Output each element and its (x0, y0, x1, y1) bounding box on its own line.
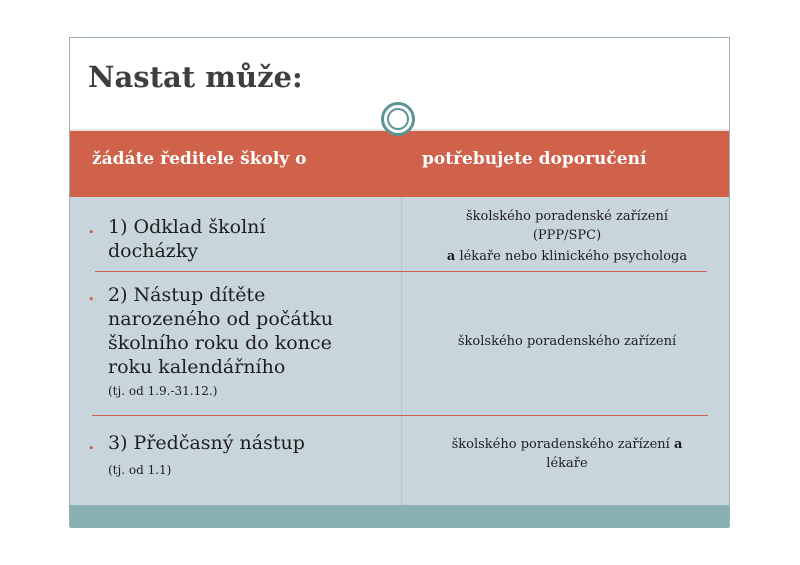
row3-right-line2: lékaře (546, 456, 588, 471)
header-band (70, 129, 729, 197)
row3-right-text: školského poradenského zařízení (451, 437, 674, 452)
row1-right-line1: školského poradenské zařízení (465, 209, 669, 224)
divider-circle-icon (381, 102, 415, 136)
row3-left-note: (tj. od 1.1) (108, 463, 172, 477)
row1-right-line3 (402, 247, 732, 266)
row2-left-line2: narozeného od počátku (108, 308, 334, 330)
content-area (70, 197, 729, 505)
row1-right-line2: (PPP/SPC) (532, 228, 602, 243)
row2-left-line1: 2) Nástup dítěte (108, 284, 266, 306)
bottom-band (70, 505, 729, 528)
header-left: žádáte ředitele školy o (92, 149, 307, 169)
row-divider-2 (92, 415, 708, 416)
row3-left-line1: 3) Předčasný nástup (108, 432, 305, 454)
slide (69, 37, 730, 527)
bullet-icon: • (88, 226, 95, 239)
row2-left-line4: roku kalendářního (108, 356, 286, 378)
row1-right-tail: lékaře nebo klinického psychologa (455, 249, 688, 264)
slide-title: Nastat může: (88, 60, 303, 94)
bullet-icon: • (88, 442, 95, 455)
row1-left-line2: docházky (108, 240, 199, 262)
row2-left-line3: školního roku do konce (108, 332, 332, 354)
row3-right-bold-a: a (673, 437, 683, 452)
row1-right-bold-a: a (446, 249, 456, 264)
row1-left-line1: 1) Odklad školní (108, 216, 266, 238)
header-right: potřebujete doporučení (422, 149, 647, 169)
divider-circle-inner (387, 108, 409, 130)
row3-right-line1 (402, 435, 732, 454)
row2-right-line1: školského poradenského zařízení (457, 334, 677, 349)
row2-left-note: (tj. od 1.9.-31.12.) (108, 384, 218, 398)
row-divider-1 (95, 271, 707, 272)
bullet-icon: • (88, 293, 95, 306)
